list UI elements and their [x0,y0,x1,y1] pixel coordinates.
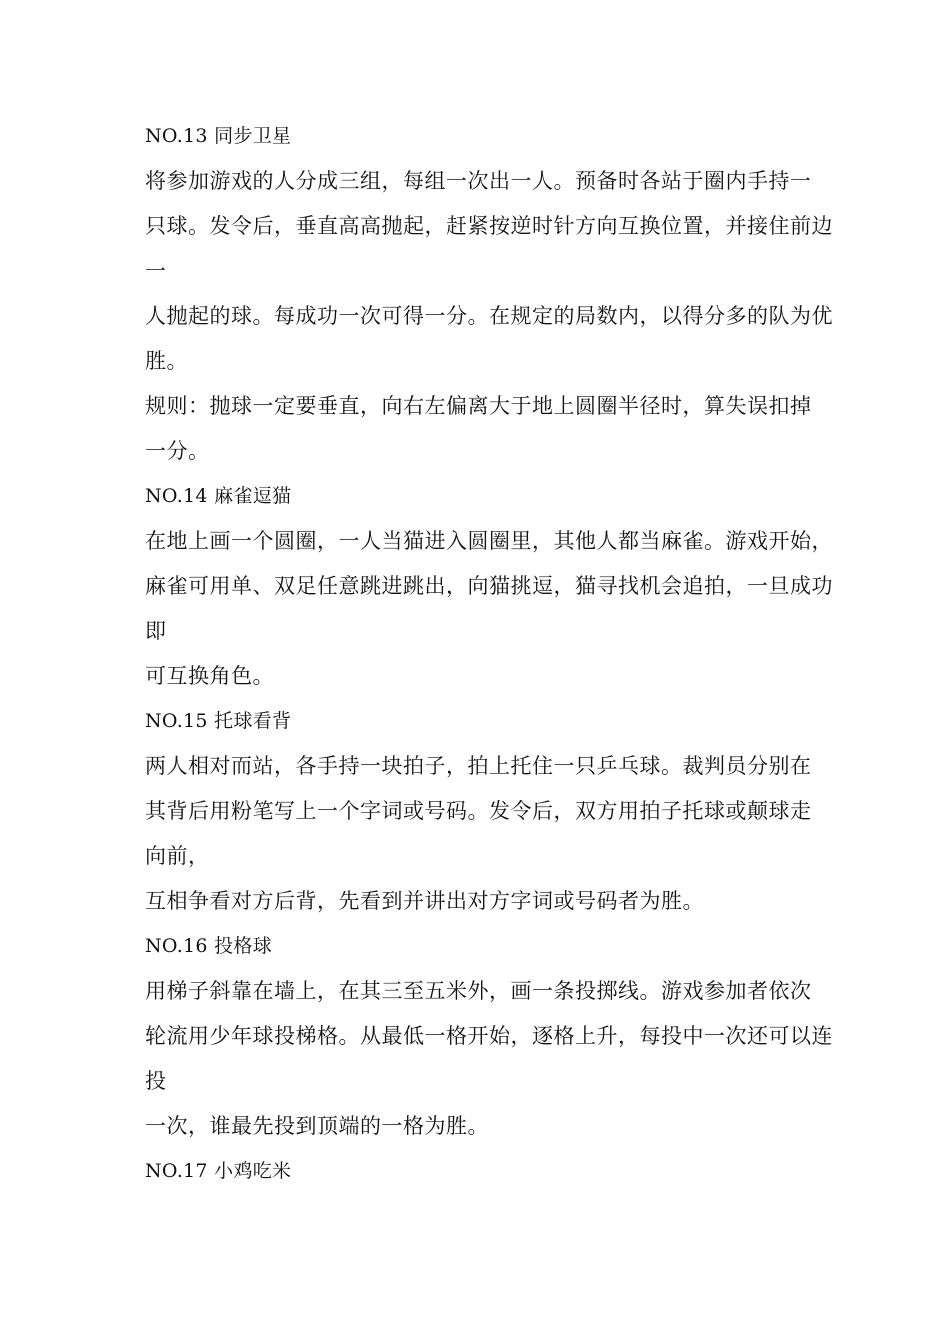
paragraph-line: 可互换角色。 [145,664,274,688]
paragraph-line: 两人相对而站，各手持一块拍子，拍上托住一只乒乓球。裁判员分别在 [145,754,812,778]
section-heading: NO.16 投格球 [145,935,273,957]
paragraph-line: 轮流用少年球投梯格。从最低一格开始，逐格上升，每投中一次还可以连 [145,1024,833,1048]
section-heading: NO.15 托球看背 [145,710,292,732]
section-heading: NO.14 麻雀逗猫 [145,485,292,507]
paragraph-line: 一分。 [145,439,210,463]
paragraph-line: 用梯子斜靠在墙上，在其三至五米外，画一条投掷线。游戏参加者依次 [145,979,812,1003]
paragraph-line: 互相争看对方后背，先看到并讲出对方字词或号码者为胜。 [145,889,704,913]
paragraph-line: 将参加游戏的人分成三组，每组一次出一人。预备时各站于圈内手持一 [145,169,812,193]
paragraph-line: 向前， [145,844,210,868]
paragraph-line: 人抛起的球。每成功一次可得一分。在规定的局数内，以得分多的队为优 [145,304,833,328]
paragraph-line: 即 [145,619,167,643]
paragraph-line: 投 [145,1069,167,1093]
paragraph-line: 胜。 [145,349,188,373]
paragraph-line: 规则：抛球一定要垂直，向右左偏离大于地上圆圈半径时，算失误扣掉 [145,394,812,418]
paragraph-line: 一次，谁最先投到顶端的一格为胜。 [145,1114,489,1138]
section-heading: NO.13 同步卫星 [145,125,292,147]
section-heading: NO.17 小鸡吃米 [145,1160,292,1182]
paragraph-line: 麻雀可用单、双足任意跳进跳出，向猫挑逗，猫寻找机会追拍，一旦成功 [145,574,833,598]
paragraph-line: 在地上画一个圆圈，一人当猫进入圆圈里，其他人都当麻雀。游戏开始， [145,529,833,553]
paragraph-line: 一 [145,259,167,283]
paragraph-line: 其背后用粉笔写上一个字词或号码。发令后，双方用拍子托球或颠球走 [145,799,812,823]
paragraph-line: 只球。发令后，垂直高高抛起，赶紧按逆时针方向互换位置，并接住前边 [145,214,833,238]
